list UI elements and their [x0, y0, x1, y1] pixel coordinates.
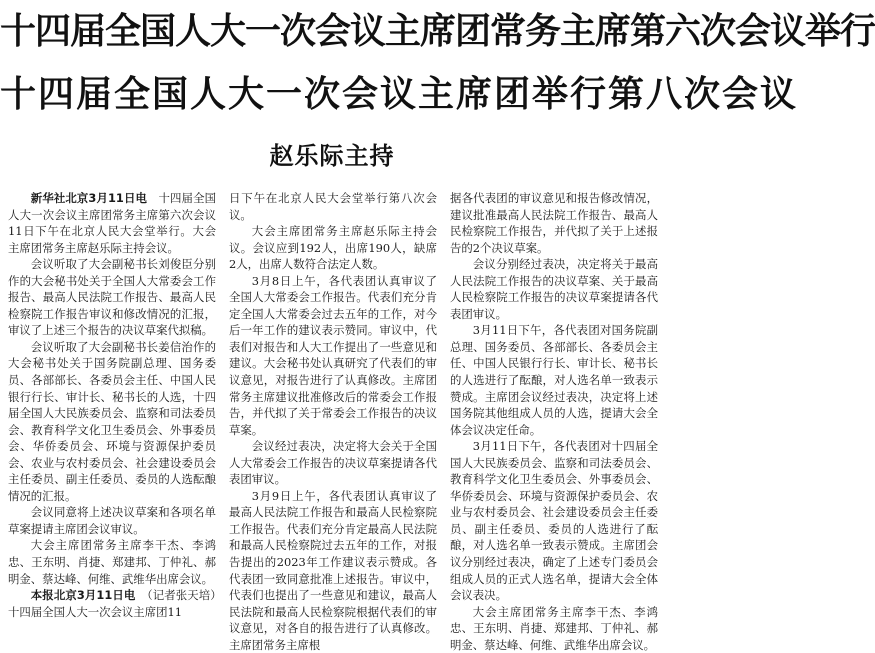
article-paragraph — [8, 190, 216, 256]
headline-main: 十四届全国人大一次会议主席团常务主席第六次会议举行 — [0, 11, 875, 52]
article-paragraph: 大会主席团常务主席赵乐际主持会议。会议应到192人，出席190人，缺席2人，出席人数符合法定人数。 — [229, 224, 437, 272]
article-paragraph: 3月11日下午，各代表团对国务院副总理、国务委员、各部部长、各委员会主任、中国人民银行行长、审计长、秘书长的人选进行了酝酿，对人选名单一致表示赞成。主席团会议经过表决，决定将上述国务院其他组成人员的人选，提请大会全体会议决定任命。 — [450, 323, 658, 437]
article-paragraph: 会议同意将上述决议草案和各项名单草案提请主席团会议审议。 — [8, 505, 216, 536]
article-column-3 — [450, 190, 658, 652]
article-paragraph: 大会主席团常务主席李干杰、李鸿忠、王东明、肖捷、郑建邦、丁仲礼、郝明金、蔡达峰、何维、武维华出席会议。 — [450, 604, 658, 652]
paragraph-text: （记者张天培）十四届全国人大一次会议主席团11 — [8, 588, 217, 619]
article-paragraph: 3月9日上午，各代表团认真审议了最高人民法院工作报告和最高人民检察院工作报告。代表们充分肯定最高人民法院和最高人民检察院过去五年的工作，对报告提出的2023年工作建议表示赞成。各代表团一致同意批准上述报告。审议中，代表们也提出了一些意见和建议，最高人民法院和最高人民检察院根据代表们的审议意见，对各自的报告进行了认真修改。主席团常务主席根 — [229, 488, 437, 652]
article-column-2 — [229, 190, 437, 652]
headline-secondary: 十四届全国人大一次会议主席团举行第八次会议 — [0, 74, 799, 115]
article-paragraph: 会议分别经过表决，决定将关于最高人民法院工作报告的决议草案、关于最高人民检察院工作报告的决议草案提请各代表团审议。 — [450, 257, 658, 321]
dateline: 本报北京3月11日电 — [30, 588, 136, 603]
dateline: 新华社北京3月11日电 — [30, 191, 147, 205]
subheadline: 赵乐际主持 — [269, 142, 395, 170]
article-column-1 — [8, 190, 216, 638]
article-paragraph: 大会主席团常务主席李干杰、李鸿忠、王东明、肖捷、郑建邦、丁仲礼、郝明金、蔡达峰、何维、武维华出席会议。 — [8, 538, 216, 586]
article-paragraph: 据各代表团的审议意见和报告修改情况，建议批准最高人民法院工作报告、最高人民检察院工作报告，并代拟了关于上述报告的2个决议草案。 — [450, 191, 658, 255]
article-paragraph: 3月8日上午，各代表团认真审议了全国人大常委会工作报告。代表们充分肯定全国人大常委会过去五年的工作，对今后一年工作的建议表示赞同。审议中，代表们对报告和人大工作提出了一些意见和建议。大会秘书处认真研究了代表们的审议意见，对报告进行了认真修改。主席团常务主席建议批准修改后的常委会工作报告，并代拟了关于常委会工作报告的决议草案。 — [229, 273, 437, 437]
article-paragraph: 3月11日下午，各代表团对十四届全国人大民族委员会、监察和司法委员会、教育科学文化卫生委员会、外事委员会、华侨委员会、环境与资源保护委员会、农业与农村委员会、社会建设委员会主任委员、副主任委员、委员的人选进行了酝酿，对人选名单一致表示赞成。主席团会议分别经过表决，确定了上述专门委员会组成人员的正式人选名单，提请大会全体会议表决。 — [450, 439, 658, 603]
article-paragraph: 会议经过表决，决定将大会关于全国人大常委会工作报告的决议草案提请各代表团审议。 — [229, 439, 437, 487]
article-paragraph: 日下午在北京人民大会堂举行第八次会议。 — [229, 191, 437, 222]
article-paragraph: 会议听取了大会副秘书长刘俊臣分别作的大会秘书处关于全国人大常委会工作报告、最高人民法院工作报告、最高人民检察院工作报告审议和修改情况的汇报，审议了上述三个报告的决议草案代拟稿。 — [8, 257, 216, 338]
paragraph-text: 十四届全国人大一次会议主席团常务主席第六次会议11日下午在北京人民大会堂举行。大会主席团常务主席赵乐际主持会议。 — [8, 191, 216, 255]
article-paragraph: 会议听取了大会副秘书长姜信治作的大会秘书处关于国务院副总理、国务委员、各部部长、各委员会主任、中国人民银行行长、审计长、秘书长的人选，十四届全国人大民族委员会、监察和司法委员会、教育科学文化卫生委员会、外事委员会、华侨委员会、环境与资源保护委员会、农业与农村委员会、社会建设委员会主任委员、副主任委员、委员的人选酝酿情况的汇报。 — [8, 339, 216, 503]
article-paragraph — [8, 587, 216, 620]
